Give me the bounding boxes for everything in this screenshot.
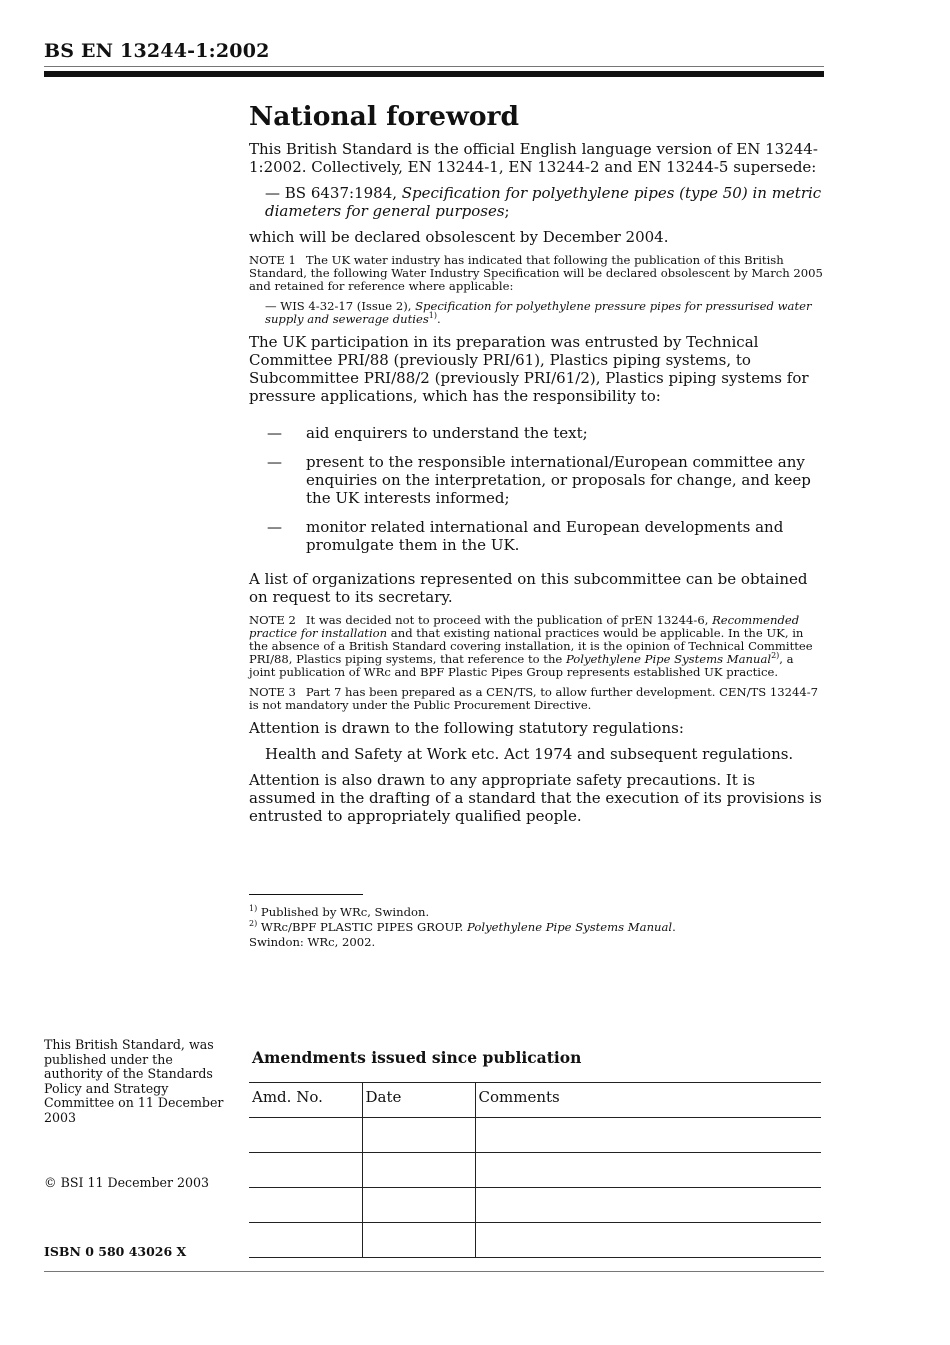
footnote-2: $^{2)}$ WRc/BPF PLASTIC PIPES GROUP. Polyethylene Pipe Systems Manual. <box>249 919 676 934</box>
statutory-intro: Attention is drawn to the following statutory regulations: <box>249 719 684 737</box>
foreword-body <box>249 101 823 833</box>
table-cell <box>249 1188 362 1223</box>
table-cell <box>475 1223 821 1258</box>
page-title: National foreword <box>249 101 519 132</box>
table-cell <box>362 1223 475 1258</box>
footnote-2-continued: Swindon: WRc, 2002. <box>249 935 376 949</box>
note-1-item: — WIS 4-32-17 (Issue 2), Specification for polyethylene pressure pipes for pressurised water supply and sewerage duties$^{1)}$. <box>265 299 812 326</box>
table-header-row <box>249 1083 821 1118</box>
column-header-amd-no: Amd. No. <box>249 1083 362 1118</box>
list-item: — monitor related international and European developments and promulgate them in the UK. <box>267 518 784 554</box>
note-2: NOTE 2 It was decided not to proceed with the publication of prEN 13244-6, Recommended practice for installation and that existing national practices would be applicable. In the UK, in the absence of a British Standard covering installation, it is the opinion of Technical Committee PRI/88, Plastics piping systems, that reference to the Polyethylene Pipe Systems Manual$^{2)}$, a joint publication of WRc and BPF Plastic Pipes Group represents established UK practice. <box>249 613 813 679</box>
statutory-item: Health and Safety at Work etc. Act 1974 and subsequent regulations. <box>265 745 794 763</box>
obsolescence-statement: which will be declared obsolescent by December 2004. <box>249 228 669 246</box>
table-cell <box>249 1153 362 1188</box>
safety-paragraph: Attention is also drawn to any appropriate safety precautions. It is assumed in the drafting of a standard that the execution of its provisions is entrusted to appropriately qualified people. <box>249 771 822 825</box>
superseded-standard: — BS 6437:1984, Specification for polyethylene pipes (type 50) in metric diameters for general purposes; <box>265 184 822 220</box>
footer-rule <box>44 1271 824 1272</box>
header-thin-rule <box>44 66 824 67</box>
table-cell <box>362 1188 475 1223</box>
amendments-table <box>249 1082 821 1258</box>
table-cell <box>249 1118 362 1153</box>
list-item: — aid enquirers to understand the text; <box>267 424 588 442</box>
document-identifier: BS EN 13244-1:2002 <box>44 40 270 62</box>
organizations-paragraph: A list of organizations represented on this subcommittee can be obtained on request to its secretary. <box>249 570 808 606</box>
footnote-ref-2: 2) <box>771 651 780 661</box>
publication-authority: This British Standard, was published under the authority of the Standards Policy and Strategy Committee on 11 December 2003 <box>44 1037 224 1125</box>
table-row <box>249 1118 821 1153</box>
intro-paragraph: This British Standard is the official English language version of EN 13244-1:2002. Collectively, EN 13244-1, EN 13244-2 and EN 13244-5 supersede: <box>249 140 818 176</box>
copyright-notice: © BSI 11 December 2003 <box>44 1175 210 1190</box>
table-cell <box>475 1188 821 1223</box>
column-header-date: Date <box>362 1083 475 1118</box>
table-row <box>249 1153 821 1188</box>
column-header-comments: Comments <box>475 1083 821 1118</box>
table-cell <box>249 1223 362 1258</box>
participation-paragraph: The UK participation in its preparation was entrusted by Technical Committee PRI/88 (previously PRI/61), Plastics piping systems, to Subcommittee PRI/88/2 (previously PRI/61/2), Plastics piping systems for pressure applications, which has the responsibility to: <box>249 333 809 405</box>
note-1: NOTE 1 The UK water industry has indicated that following the publication of this British Standard, the following Water Industry Specification will be declared obsolescent by March 2005 and retained for reference where applicable: <box>249 253 823 293</box>
note-3: NOTE 3 Part 7 has been prepared as a CEN/TS, to allow further development. CEN/TS 13244-7 is not mandatory under the Public Procurement Directive. <box>249 685 819 712</box>
footnote-rule <box>249 894 363 895</box>
responsibility-list <box>249 424 823 554</box>
list-item: — present to the responsible international/European committee any enquiries on the interpretation, or proposals for change, and keep the UK interests informed; <box>267 453 811 507</box>
footnotes <box>249 905 823 950</box>
footnote-1: $^{1)}$ Published by WRc, Swindon. <box>249 904 430 919</box>
header-thick-rule <box>44 71 824 77</box>
table-cell <box>362 1118 475 1153</box>
amendments-title: Amendments issued since publication <box>252 1048 582 1067</box>
table-cell <box>362 1153 475 1188</box>
table-row <box>249 1188 821 1223</box>
footnote-ref-1: 1) <box>428 311 437 321</box>
table-cell <box>475 1118 821 1153</box>
isbn: ISBN 0 580 43026 X <box>44 1244 187 1259</box>
table-row <box>249 1223 821 1258</box>
table-cell <box>475 1153 821 1188</box>
